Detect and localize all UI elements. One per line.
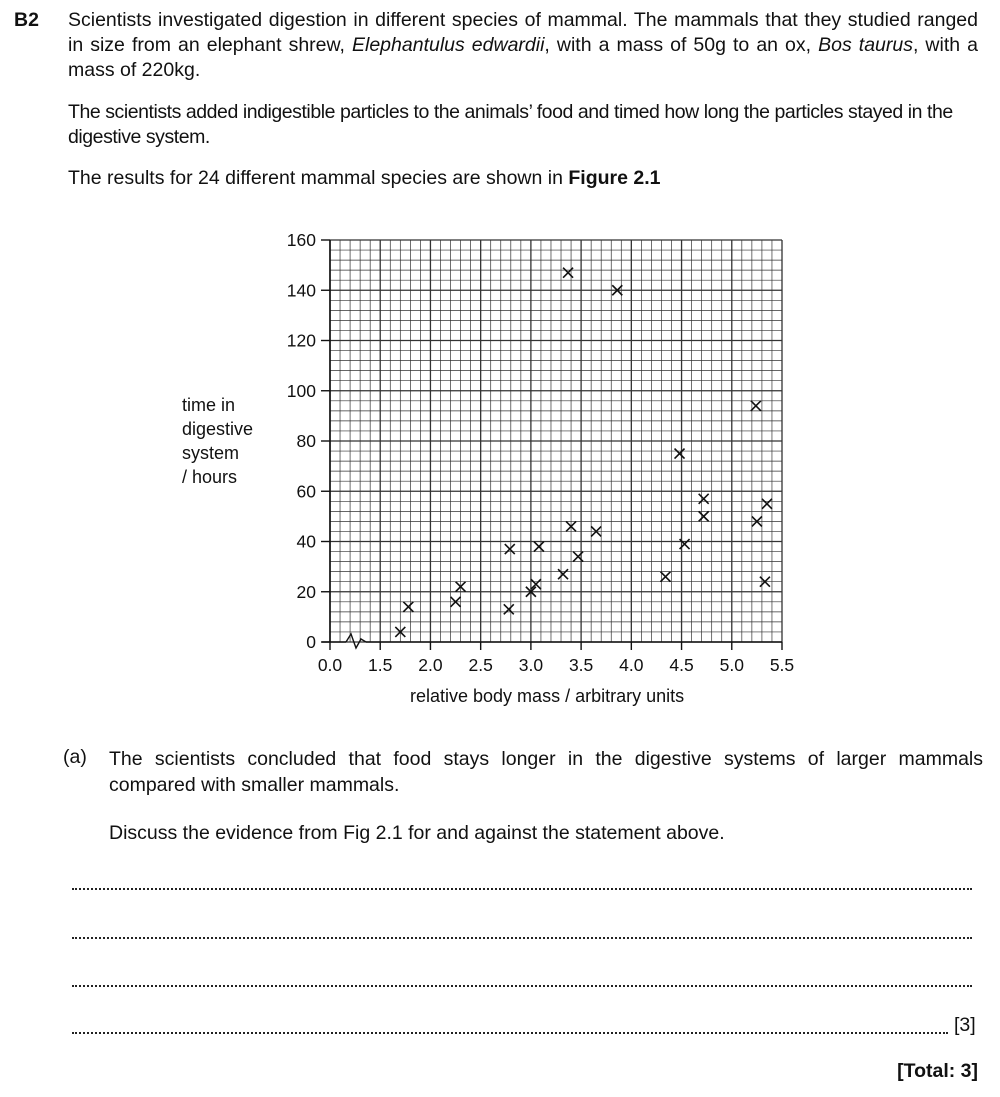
x-tick-label: 2.0: [418, 655, 443, 675]
x-tick-label: 3.0: [518, 655, 544, 675]
answer-line[interactable]: [72, 937, 972, 939]
intro-text-c: , with a mass of 220kg.: [68, 34, 978, 81]
x-tick-label: 5.5: [769, 655, 795, 675]
data-point: [563, 268, 573, 278]
species-name-shrew: Elephantulus edwardii: [352, 34, 545, 56]
y-tick-label: 100: [286, 380, 316, 401]
y-tick-label: 140: [286, 280, 316, 301]
part-statement: The scientists concluded that food stays longer in the digestive systems of larger mammals compared with smaller mammals.: [109, 748, 983, 796]
scatter-chart: [0, 200, 1000, 690]
marks-available: [3]: [954, 1014, 976, 1036]
x-tick-label: 1.5: [368, 655, 393, 675]
results-paragraph: [68, 166, 978, 191]
y-axis-label-line: / hours: [182, 467, 238, 487]
answer-line[interactable]: [72, 985, 972, 987]
chart-ticks: [287, 230, 794, 675]
data-point: [505, 544, 515, 554]
data-point: [699, 511, 709, 521]
x-tick-label: 4.5: [669, 655, 694, 675]
y-axis-label-line: time in: [182, 395, 236, 415]
data-point: [558, 569, 568, 579]
data-point: [762, 499, 772, 509]
y-tick-label: 0: [306, 632, 316, 652]
data-point: [675, 449, 685, 459]
data-point: [751, 401, 761, 411]
results-text: The results for 24 different mammal species are shown in: [68, 167, 569, 189]
y-axis-label-line: system: [182, 443, 240, 463]
y-tick-label: 40: [296, 531, 316, 552]
chart-grid: [330, 240, 782, 642]
intro-text-a: Scientists investigated digestion in different species of mammal. The mammals that they studied ranged in size from an elephant shrew,: [68, 9, 978, 56]
answer-line[interactable]: [72, 888, 972, 890]
data-point: [504, 604, 514, 614]
y-tick-label: 20: [296, 581, 316, 602]
figure-reference: Figure 2.1: [568, 167, 661, 189]
method-paragraph: The scientists added indigestible particles to the animals’ food and timed how long the particles stayed in the digestive system.: [68, 101, 953, 148]
x-tick-label: 4.0: [619, 655, 644, 675]
y-tick-label: 160: [286, 230, 316, 250]
y-tick-label: 80: [296, 431, 316, 451]
x-tick-label: 3.5: [568, 655, 594, 675]
data-point: [699, 494, 709, 504]
total-marks: [Total: 3]: [897, 1060, 978, 1082]
answer-line[interactable]: [72, 1032, 948, 1034]
data-point: [403, 602, 413, 612]
intro-paragraph: [68, 8, 978, 83]
x-axis-break: [346, 634, 366, 648]
species-name-ox: Bos taurus: [818, 34, 913, 56]
data-point: [534, 542, 544, 552]
part-label: (a): [63, 746, 87, 768]
x-tick-label: 2.5: [468, 655, 493, 675]
y-tick-label: 60: [296, 481, 316, 502]
x-tick-label: 5.0: [719, 655, 744, 675]
question-number: B2: [14, 9, 39, 31]
part-instruction: Discuss the evidence from Fig 2.1 for and against the statement above.: [109, 822, 725, 844]
x-axis-label: relative body mass / arbitrary units: [410, 686, 685, 706]
y-axis-label-line: digestive: [182, 419, 254, 439]
y-tick-label: 120: [286, 330, 316, 351]
x-tick-label: 0.0: [317, 655, 343, 675]
intro-text-b: , with a mass of 50g to an ox,: [544, 34, 819, 56]
chart-axes: [322, 240, 782, 648]
data-point: [660, 572, 670, 582]
